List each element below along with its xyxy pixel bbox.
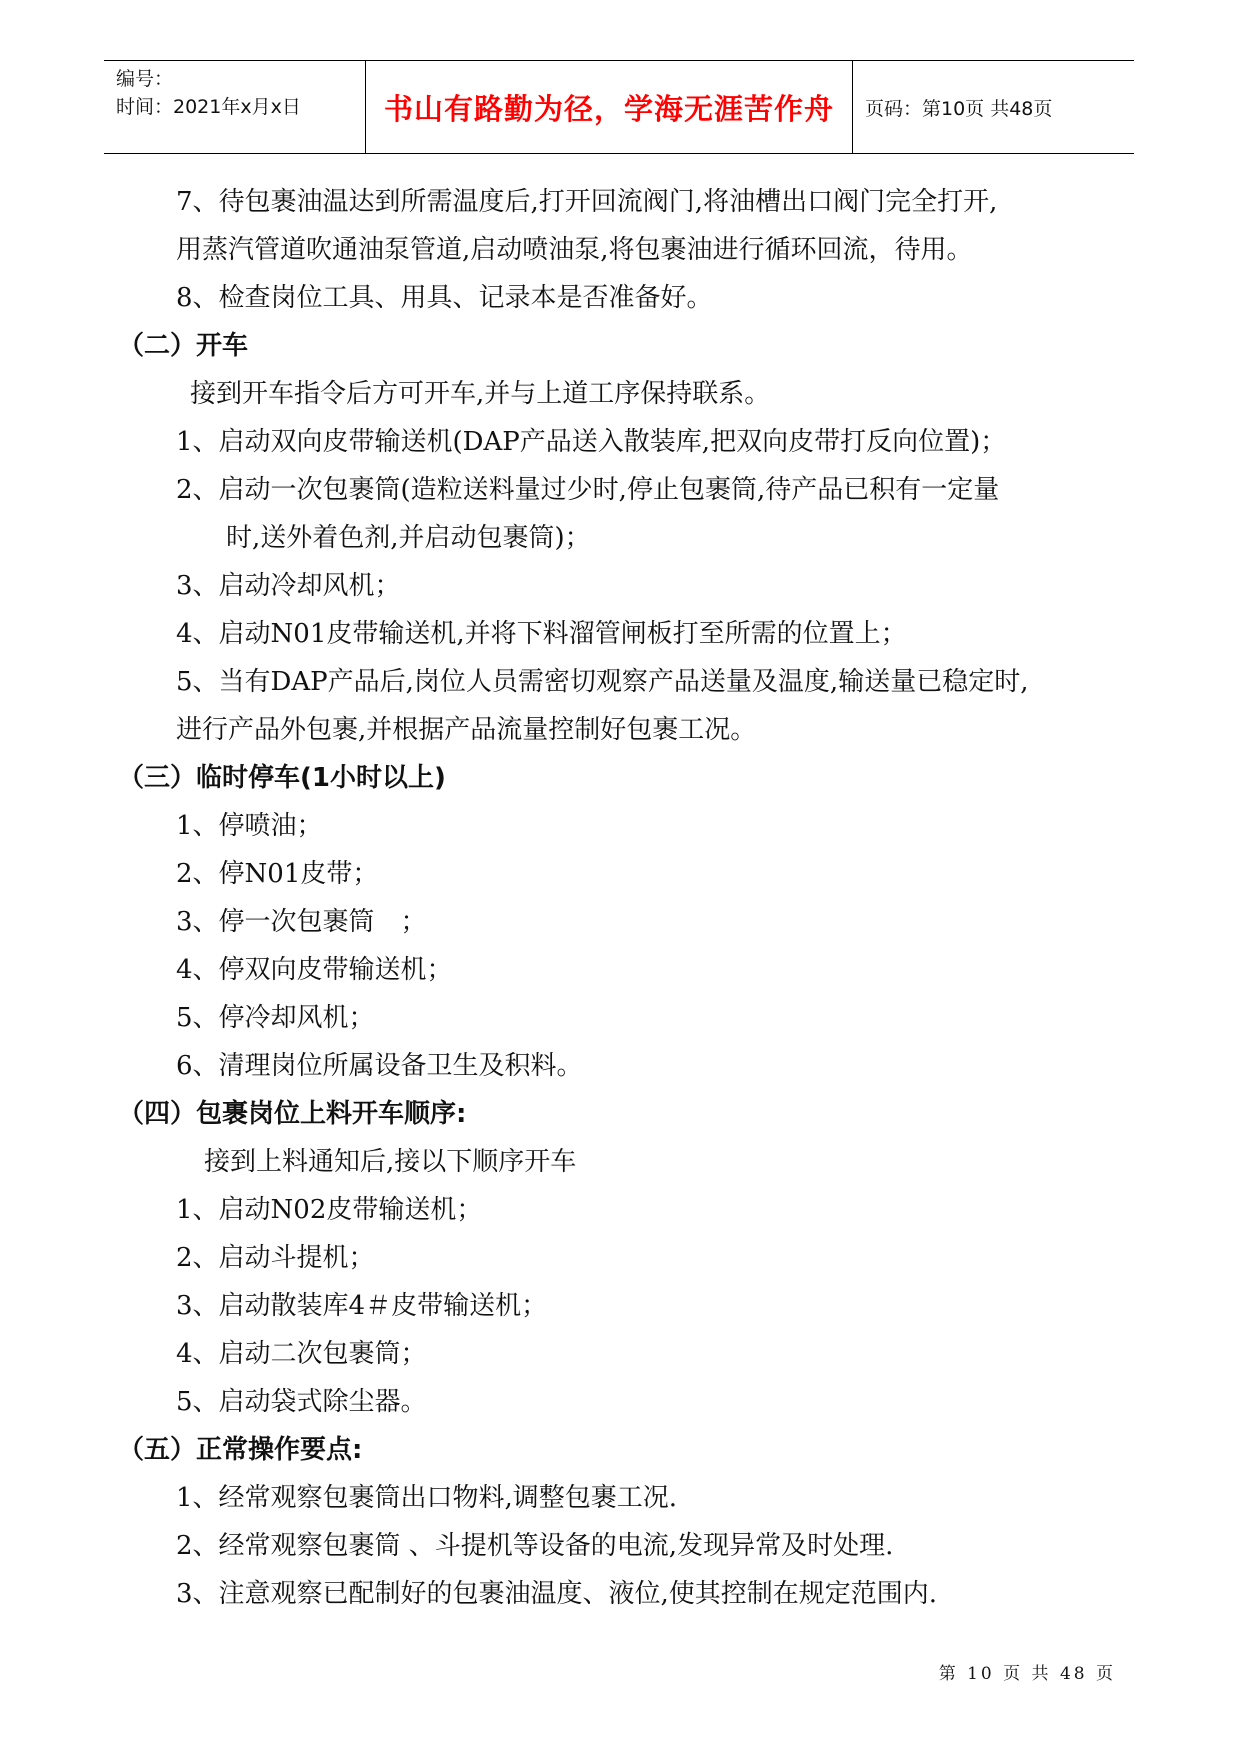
header-meta bbox=[104, 61, 366, 153]
body-line: 5、当有DAP产品后,岗位人员需密切观察产品送量及温度,输送量已稳定时, bbox=[176, 667, 1029, 697]
header-page-label: 页码：第10页 共48页 bbox=[865, 97, 1053, 120]
body-line: 3、启动冷却风机； bbox=[176, 571, 401, 601]
body-line: 4、启动二次包裹筒； bbox=[176, 1339, 427, 1369]
body-line: 1、经常观察包裹筒出口物料,调整包裹工况. bbox=[176, 1483, 678, 1513]
body-line: 1、启动N02皮带输送机； bbox=[176, 1195, 483, 1225]
header-motto: 书山有路勤为径，学海无涯苦作舟 bbox=[366, 61, 853, 153]
body-line: 2、停N01皮带； bbox=[176, 859, 379, 889]
body-line: 进行产品外包裹,并根据产品流量控制好包裹工况。 bbox=[176, 715, 757, 745]
body-line: 接到开车指令后方可开车,并与上道工序保持联系。 bbox=[190, 379, 771, 409]
body-line: 2、启动一次包裹筒(造粒送料量过少时,停止包裹筒,待产品已积有一定量 bbox=[176, 475, 1000, 505]
section-heading: （四）包裹岗位上料开车顺序: bbox=[118, 1099, 467, 1129]
body-line: 1、停喷油； bbox=[176, 811, 323, 841]
body-line: 7、待包裹油温达到所需温度后,打开回流阀门,将油槽出口阀门完全打开, bbox=[176, 187, 998, 217]
body-line: 6、清理岗位所属设备卫生及积料。 bbox=[176, 1051, 583, 1081]
document-header bbox=[104, 60, 1134, 154]
body-line: 8、检查岗位工具、用具、记录本是否准备好。 bbox=[176, 283, 713, 313]
body-line: 接到上料通知后,接以下顺序开车 bbox=[204, 1147, 577, 1177]
body-line: 3、注意观察已配制好的包裹油温度、液位,使其控制在规定范围内. bbox=[176, 1579, 938, 1609]
body-line: 5、启动袋式除尘器。 bbox=[176, 1387, 427, 1417]
section-heading: （五）正常操作要点: bbox=[118, 1435, 363, 1465]
body-line: 用蒸汽管道吹通油泵管道,启动喷油泵,将包裹油进行循环回流，待用。 bbox=[176, 235, 973, 265]
body-line: 3、启动散装库4＃皮带输送机； bbox=[176, 1291, 548, 1321]
body-line: 3、停一次包裹筒 ； bbox=[176, 907, 427, 937]
body-line: 4、停双向皮带输送机； bbox=[176, 955, 453, 985]
page-footer: 第 10 页 共 48 页 bbox=[938, 1664, 1116, 1684]
body-line: 2、启动斗提机； bbox=[176, 1243, 375, 1273]
section-heading: （三）临时停车(1小时以上) bbox=[118, 763, 446, 793]
section-heading: （二）开车 bbox=[118, 331, 249, 361]
body-line: 2、经常观察包裹筒 、斗提机等设备的电流,发现异常及时处理. bbox=[176, 1531, 894, 1561]
document-number-label: 编号： bbox=[116, 68, 174, 90]
body-line: 时,送外着色剂,并启动包裹筒)； bbox=[226, 523, 591, 553]
document-time-label: 时间：2021年x月x日 bbox=[116, 96, 301, 118]
body-line: 5、停冷却风机； bbox=[176, 1003, 375, 1033]
body-line: 1、启动双向皮带输送机(DAP产品送入散装库,把双向皮带打反向位置)； bbox=[176, 427, 1007, 457]
body-line: 4、启动N01皮带输送机,并将下料溜管闸板打至所需的位置上； bbox=[176, 619, 907, 649]
